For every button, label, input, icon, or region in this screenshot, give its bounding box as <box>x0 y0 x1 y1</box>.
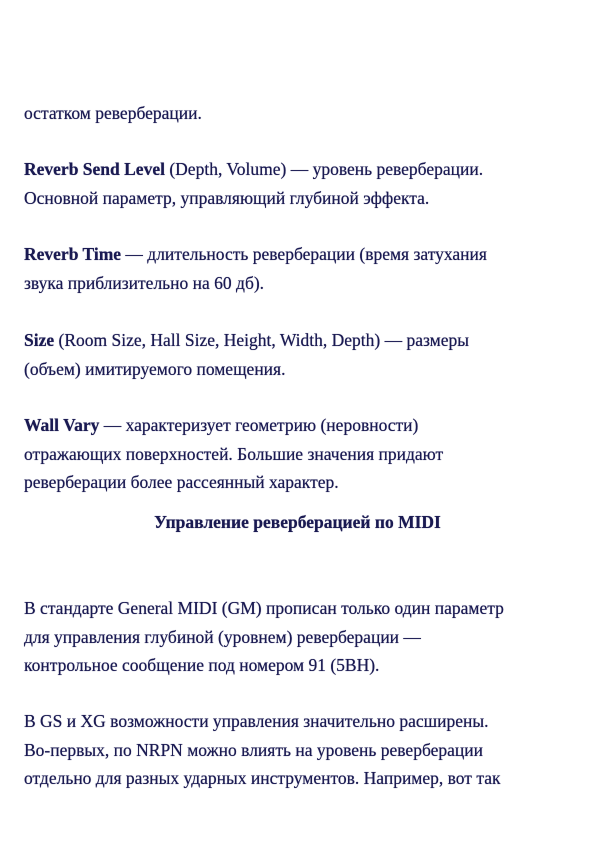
gs-xg-paragraph-line-3: отдельно для разных ударных инструментов. Например, вот так <box>24 768 501 788</box>
size-line-2: (объем) имитируемого помещения. <box>24 359 286 379</box>
reverb-time-line-2: звука приблизительно на 60 дб). <box>24 273 265 293</box>
reverb-time-description: — длительность реверберации (время затухания <box>121 244 487 264</box>
reverb-send-level-description: (Depth, Volume) — уровень реверберации. <box>164 159 484 179</box>
wall-vary-line-2: отражающих поверхностей. Большие значения придают <box>24 444 444 464</box>
gm-paragraph-line-1: В стандарте General MIDI (GM) прописан только один параметр <box>24 598 504 618</box>
intro-line: остатком реверберации. <box>24 103 202 123</box>
size-description: (Room Size, Hall Size, Height, Width, Depth) — размеры <box>54 330 469 350</box>
reverb-send-level-line-2: Основной параметр, управляющий глубиной эффекта. <box>24 188 430 208</box>
gs-xg-paragraph-line-2: Во-первых, по NRPN можно влиять на уровень реверберации <box>24 740 484 760</box>
size-line-1 <box>24 330 469 350</box>
section-heading: Управление реверберацией по MIDI <box>154 512 441 532</box>
reverb-time-term: Reverb Time <box>24 244 122 264</box>
reverb-send-level-line-1 <box>24 159 483 179</box>
wall-vary-description: — характеризует геометрию (неровности) <box>99 415 419 435</box>
gm-paragraph-line-3: контрольное сообщение под номером 91 (5BH). <box>24 655 380 675</box>
size-term: Size <box>24 330 55 350</box>
wall-vary-term: Wall Vary <box>24 415 100 435</box>
reverb-time-line-1 <box>24 244 487 264</box>
gs-xg-paragraph-line-1: В GS и XG возможности управления значительно расширены. <box>24 711 489 731</box>
wall-vary-line-3: реверберации более рассеянный характер. <box>24 472 339 492</box>
wall-vary-line-1 <box>24 415 418 435</box>
gm-paragraph-line-2: для управления глубиной (уровнем) реверберации — <box>24 627 421 647</box>
reverb-send-level-term: Reverb Send Level <box>24 159 165 179</box>
